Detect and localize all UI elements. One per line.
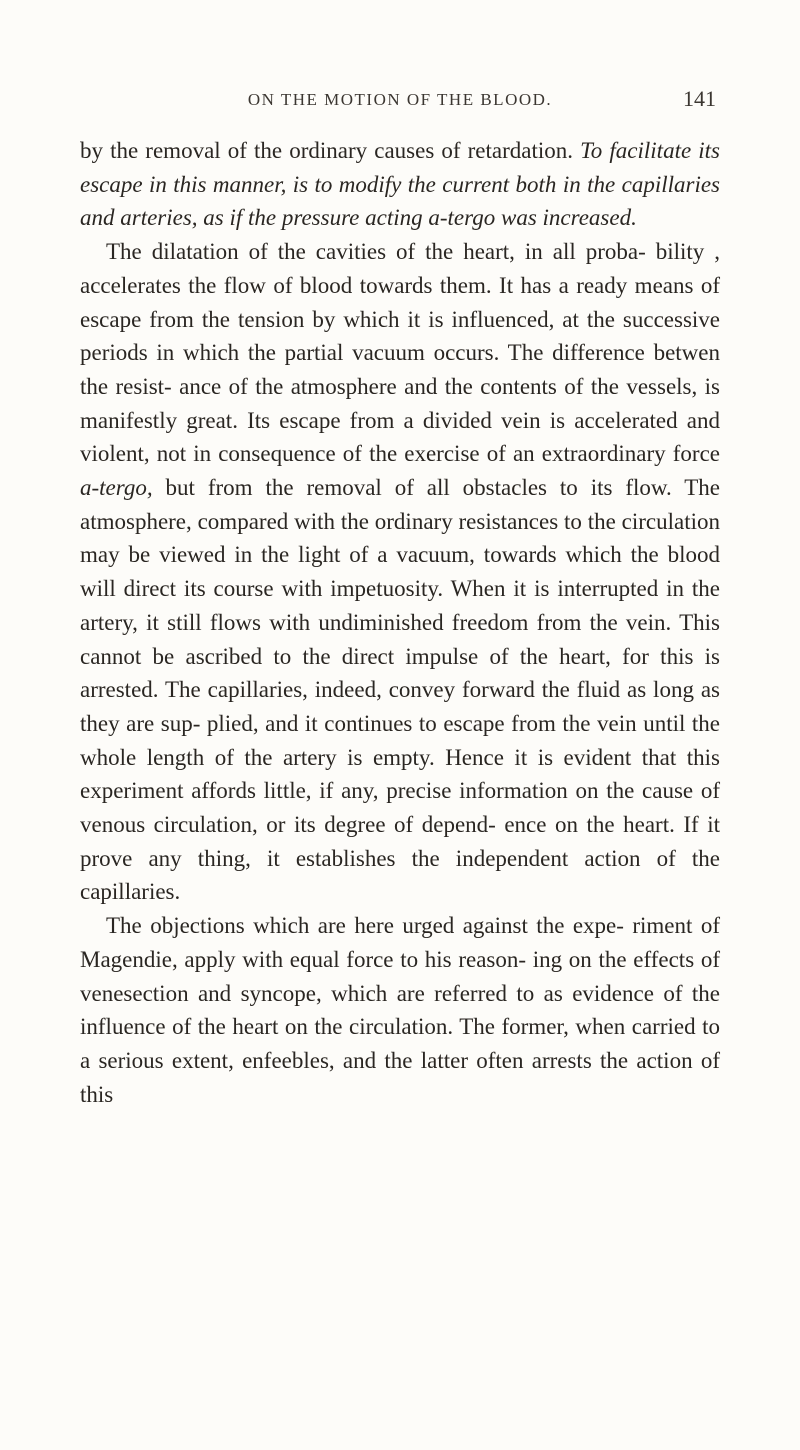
paragraph-1 <box>80 134 720 235</box>
page-number: 141 <box>683 86 716 111</box>
paragraph-1-lead: by the removal of the ordinary causes of retardation. <box>80 138 574 163</box>
paragraph-1-italic: To facilitate its escape in this manner, is to modify the current both in the capillaries and arteries, as if the pressure acting a-tergo was increased. <box>80 138 721 231</box>
paragraph-2-italic: a-tergo, <box>80 475 153 501</box>
page-header <box>0 86 800 116</box>
running-head: ON THE MOTION OF THE BLOOD. <box>247 90 553 109</box>
paragraph-2 <box>80 235 720 909</box>
paragraph-3: The objections which are here urged against the expe- riment of Magendie, apply with equal force to his reason- ing on the effects of venesection and syncope, which are referred to as evidence of the influence of the heart on the circulation. The former, when carried to a serious extent, enfeebles, and the latter often arrests the action of this <box>80 913 720 1107</box>
body-text <box>80 134 720 1111</box>
paragraph-2-part-2: but from the removal of all obstacles to its flow. The atmosphere, compared with the ordinary resistances to the circulation may be viewed in the light of a vacuum, towards which the blood will direct its course with impetuosity. When it is interrupted in the artery, it still flows with undiminished freedom from the vein. This cannot be ascribed to the direct impulse of the heart, for this is arrested. The capillaries, indeed, convey forward the fluid as long as they are sup- plied, and it continues to escape from the vein until the whole length of the artery is empty. Hence it is evident that this experiment affords little, if any, precise information on the cause of venous circulation, or its degree of depend- ence on the heart. If it prove any thing, it establishes the independent action of the capillaries. <box>80 475 721 905</box>
paragraph-2-part-1: The dilatation of the cavities of the heart, in all proba- bility , accelerates the flow of blood towards them. It has a ready means of escape from the tension by which it is influenced, at the successive periods in which the partial vacuum occurs. The difference betwen the resist- ance of the atmosphere and the contents of the vessels, is manifestly great. Its escape from a divided vein is accelerated and violent, not in consequence of the exercise of an extraordinary force <box>80 239 720 467</box>
